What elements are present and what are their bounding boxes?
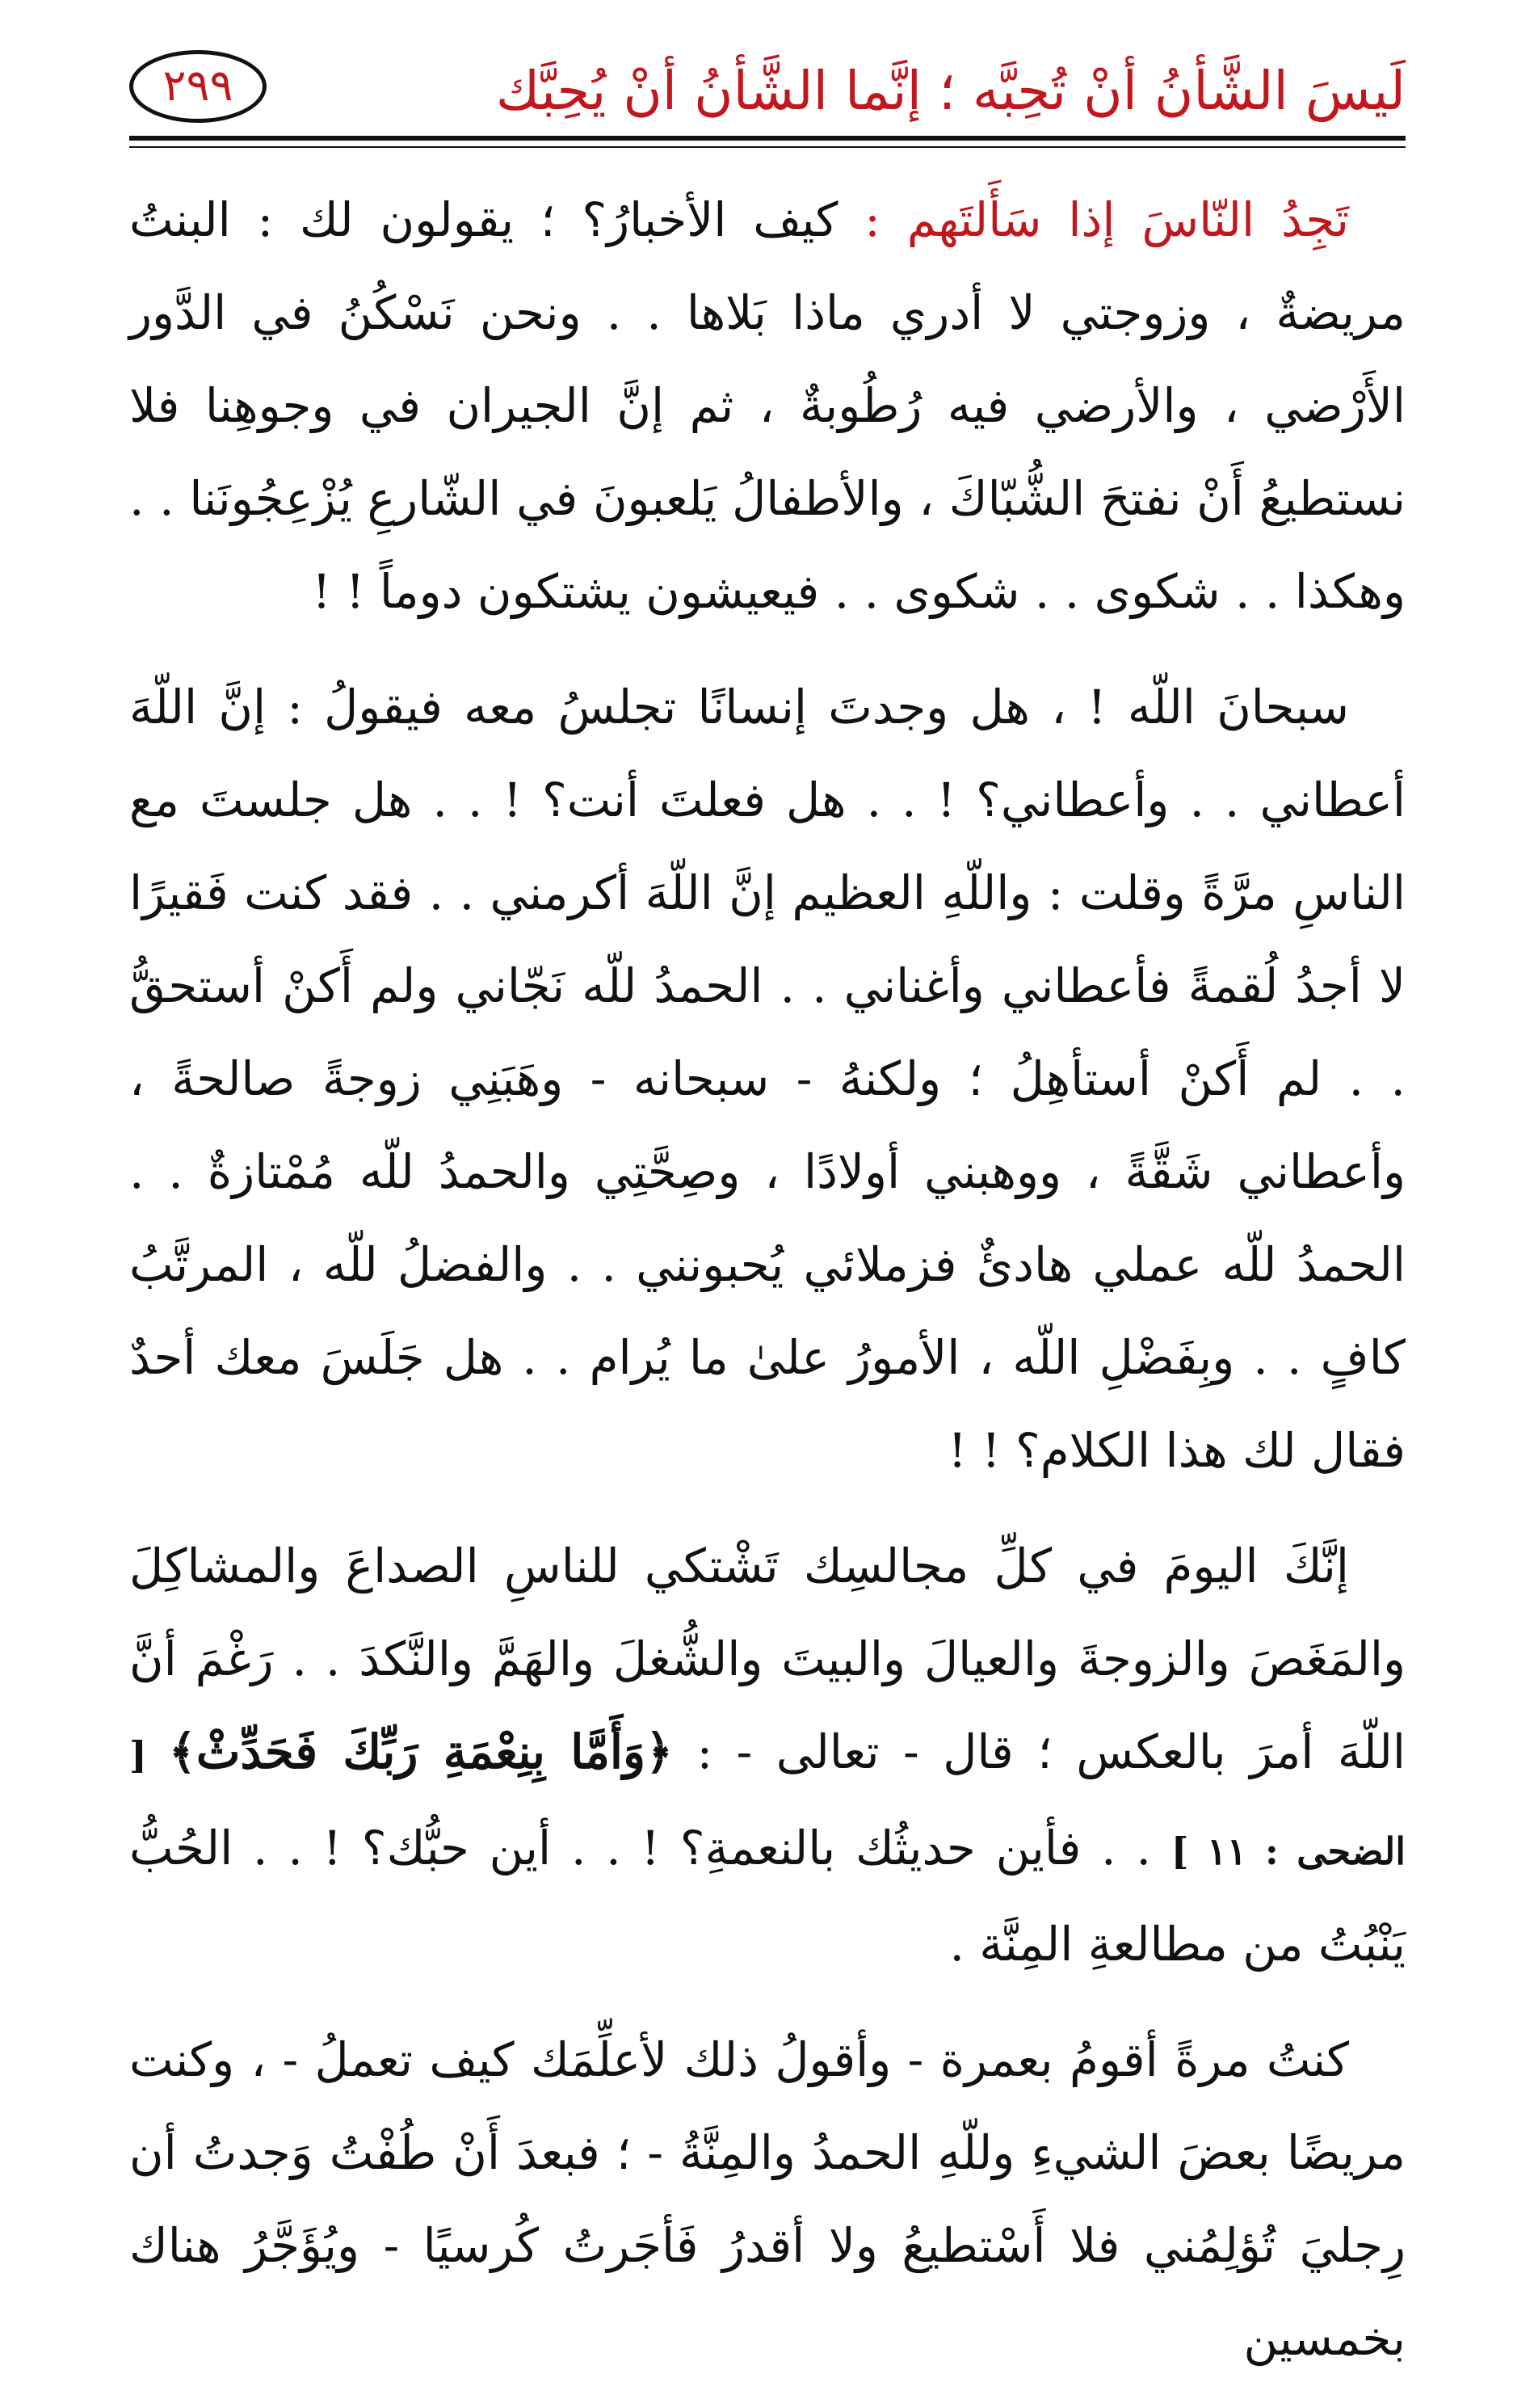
paragraph-3 <box>129 1520 1406 1991</box>
paragraph-text: سبحانَ اللّه ! ، هل وجدتَ إنسانًا تجلسُ معه فيقولُ : إنَّ اللّهَ أعطاني . . وأعطاني؟ ! . . هل فعلتَ أنت؟ ! . . هل جلستَ مع الناسِ مرَّةً وقلت : واللّهِ العظيم إنَّ اللّهَ أكرمني . . فقد كنت فَقيرًا لا أجدُ لُقمةً فأعطاني وأغناني . . الحمدُ للّه نَجّاني ولم أَكنْ أستحقُّ . . لم أَكنْ أستأهِلُ ؛ ولكنهُ - سبحانه - وهَبَنِي زوجةً صالحةً ، وأعطاني شَقَّةً ، ووهبني أولادًا ، وصِحَّتِي والحمدُ للّه مُمْتازةٌ . . الحمدُ للّه عملي هادئٌ فزملائي يُحبونني . . والفضلُ للّه ، المرتَّبُ كافٍ . . وبِفَضْلِ اللّه ، الأمورُ علىٰ ما يُرام . . هل جَلَسَ معك أحدٌ فقال لك هذا الكلام؟ ! ! <box>129 680 1406 1478</box>
paragraph-text: كيف الأخبارُ؟ ؛ يقولون لك : البنتُ مريضةٌ ، وزوجتي لا أدري ماذا بَلاها . . ونحن نَسْكُنُ في الدَّور الأَرْضي ، والأرضي فيه رُطُوبةٌ ، ثم إنَّ الجيران في وجوهِنا فلا نستطيعُ أَنْ نفتحَ الشُّبّاكَ ، والأطفالُ يَلعبونَ في الشّارعِ يُزْعِجُونَنا . . وهكذا . . شكوى . . شكوى . . فيعيشون يشتكون دوماً ! ! <box>129 192 1406 619</box>
page-header <box>129 48 1406 137</box>
page-number-badge: ٢٩٩ <box>129 50 267 123</box>
body-text <box>129 174 1406 2408</box>
paragraph-1 <box>129 174 1406 638</box>
verse-reference: [ الضحى : ١١ ] <box>129 1733 1406 1873</box>
header-rule-thick <box>129 136 1406 141</box>
paragraph-2 <box>129 661 1406 1497</box>
paragraph-lead: تَجِدُ النّاسَ إذا سَأَلتَهم : <box>864 192 1349 247</box>
quran-verse: ﴿وَأَمَّا بِنِعْمَةِ رَبِّكَ فَحَدِّثْ﴾ <box>168 1724 674 1779</box>
paragraph-text: كنتُ مرةً أقومُ بعمرة - وأقولُ ذلك لأعلِّمَك كيف تعملُ - ، وكنت مريضًا بعضَ الشيءِ وللّهِ الحمدُ والمِنَّةُ - ؛ فبعدَ أَنْ طُفْتُ وَجدتُ أن رِجليَ تُؤلِمُني فلا أَسْتطيعُ ولا أقدرُ فَأجَرتُ كُرسيًا - ويُؤَجَّرُ هناك بخمسين <box>129 2032 1406 2366</box>
paragraph-text: إنَّكَ اليومَ في كلِّ مجالسِك تَشْتكي للناسِ الصداعَ والمشاكِلَ والمَغَصَ والزوجةَ والعيالَ والبيتَ والشُّغلَ والهَمَّ والنَّكدَ . . رَغْمَ أنَّ اللّهَ أمرَ بالعكس ؛ قال - تعالى - : <box>129 1539 1406 1779</box>
running-title: لَيسَ الشَّأنُ أنْ تُحِبَّه ؛ إنَّما الشَّأنُ أنْ يُحِبَّك <box>495 60 1406 122</box>
paragraph-4 <box>129 2014 1406 2385</box>
header-rule-thin <box>129 146 1406 148</box>
paragraph-text-continued: . . فأين حديثُك بالنعمةِ؟ ! . . أين حبُّك؟ ! . . الحُبُّ يَنْبُتُ من مطالعةِ المِنَّة . <box>129 1821 1406 1972</box>
